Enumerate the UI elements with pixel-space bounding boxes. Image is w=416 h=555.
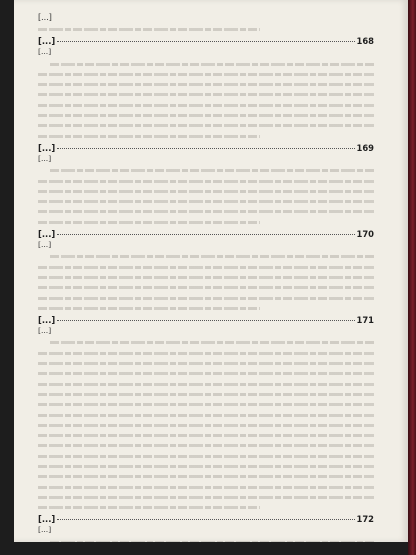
text-line — [38, 389, 374, 399]
entry-page-number: 171 — [356, 315, 374, 326]
text-line — [38, 120, 374, 130]
entry-body-lines — [38, 251, 374, 313]
entry-body-lines — [38, 165, 374, 227]
entry-body-text: [...] — [38, 153, 52, 163]
entry-body-lines — [38, 59, 374, 141]
text-line — [38, 430, 374, 440]
text-line — [38, 186, 374, 196]
text-line — [38, 379, 374, 389]
text-line — [38, 358, 374, 368]
entry-body-lines — [38, 537, 374, 542]
intro-text-lines — [38, 24, 374, 34]
text-line — [38, 100, 374, 110]
text-line — [38, 451, 374, 461]
entry-title: [...] — [38, 142, 56, 153]
entry-body-text: [...] — [38, 326, 52, 336]
entry-168 — [38, 36, 374, 141]
text-line — [38, 410, 374, 420]
text-line — [38, 196, 374, 206]
entry-heading — [38, 36, 374, 47]
text-line — [38, 482, 374, 492]
text-line — [38, 348, 374, 358]
entry-body — [38, 326, 374, 512]
entry-body — [38, 154, 374, 227]
text-line — [38, 262, 374, 272]
entry-170 — [38, 229, 374, 313]
entry-page-number: 170 — [356, 229, 374, 240]
page-content — [38, 12, 374, 542]
text-line — [38, 537, 374, 542]
text-line — [38, 492, 374, 502]
entry-title: [...] — [38, 315, 56, 326]
entry-body-text: [...] — [38, 240, 52, 250]
text-line — [38, 420, 374, 430]
entry-body — [38, 525, 374, 542]
dot-leader — [57, 41, 354, 42]
entry-page-number: 168 — [356, 36, 374, 47]
text-line — [38, 24, 374, 34]
text-line — [38, 206, 374, 216]
entry-body — [38, 240, 374, 313]
text-line — [38, 69, 374, 79]
entry-title: [...] — [38, 36, 56, 47]
intro-text: [...] — [38, 13, 52, 22]
entry-heading — [38, 514, 374, 525]
entry-heading — [38, 315, 374, 326]
entry-page-number: 172 — [356, 514, 374, 525]
entry-body-lines — [38, 337, 374, 512]
text-line — [38, 461, 374, 471]
dot-leader — [57, 148, 354, 149]
text-line — [38, 176, 374, 186]
entry-172 — [38, 514, 374, 542]
entry-171 — [38, 315, 374, 512]
text-line — [38, 440, 374, 450]
dot-leader — [57, 519, 354, 520]
entry-169 — [38, 143, 374, 227]
book-page — [14, 0, 408, 542]
text-line — [38, 399, 374, 409]
entry-heading — [38, 143, 374, 154]
entry-body-text: [...] — [38, 47, 52, 57]
entry-page-number: 169 — [356, 142, 374, 153]
text-line — [38, 89, 374, 99]
entry-body-text: [...] — [38, 525, 52, 535]
text-line — [38, 79, 374, 89]
text-line — [38, 217, 374, 227]
entry-title: [...] — [38, 514, 56, 525]
text-line — [38, 272, 374, 282]
text-line — [38, 293, 374, 303]
text-line — [38, 303, 374, 313]
dot-leader — [57, 234, 354, 235]
text-line — [38, 59, 374, 69]
text-line — [38, 282, 374, 292]
entry-heading — [38, 229, 374, 240]
text-line — [38, 337, 374, 347]
text-line — [38, 368, 374, 378]
text-line — [38, 502, 374, 512]
entry-body — [38, 47, 374, 141]
text-line — [38, 251, 374, 261]
entry-title: [...] — [38, 229, 56, 240]
text-line — [38, 165, 374, 175]
intro-paragraph — [38, 12, 374, 34]
dot-leader — [57, 320, 354, 321]
text-line — [38, 110, 374, 120]
text-line — [38, 471, 374, 481]
text-line — [38, 131, 374, 141]
book-cover-edge — [408, 0, 416, 555]
